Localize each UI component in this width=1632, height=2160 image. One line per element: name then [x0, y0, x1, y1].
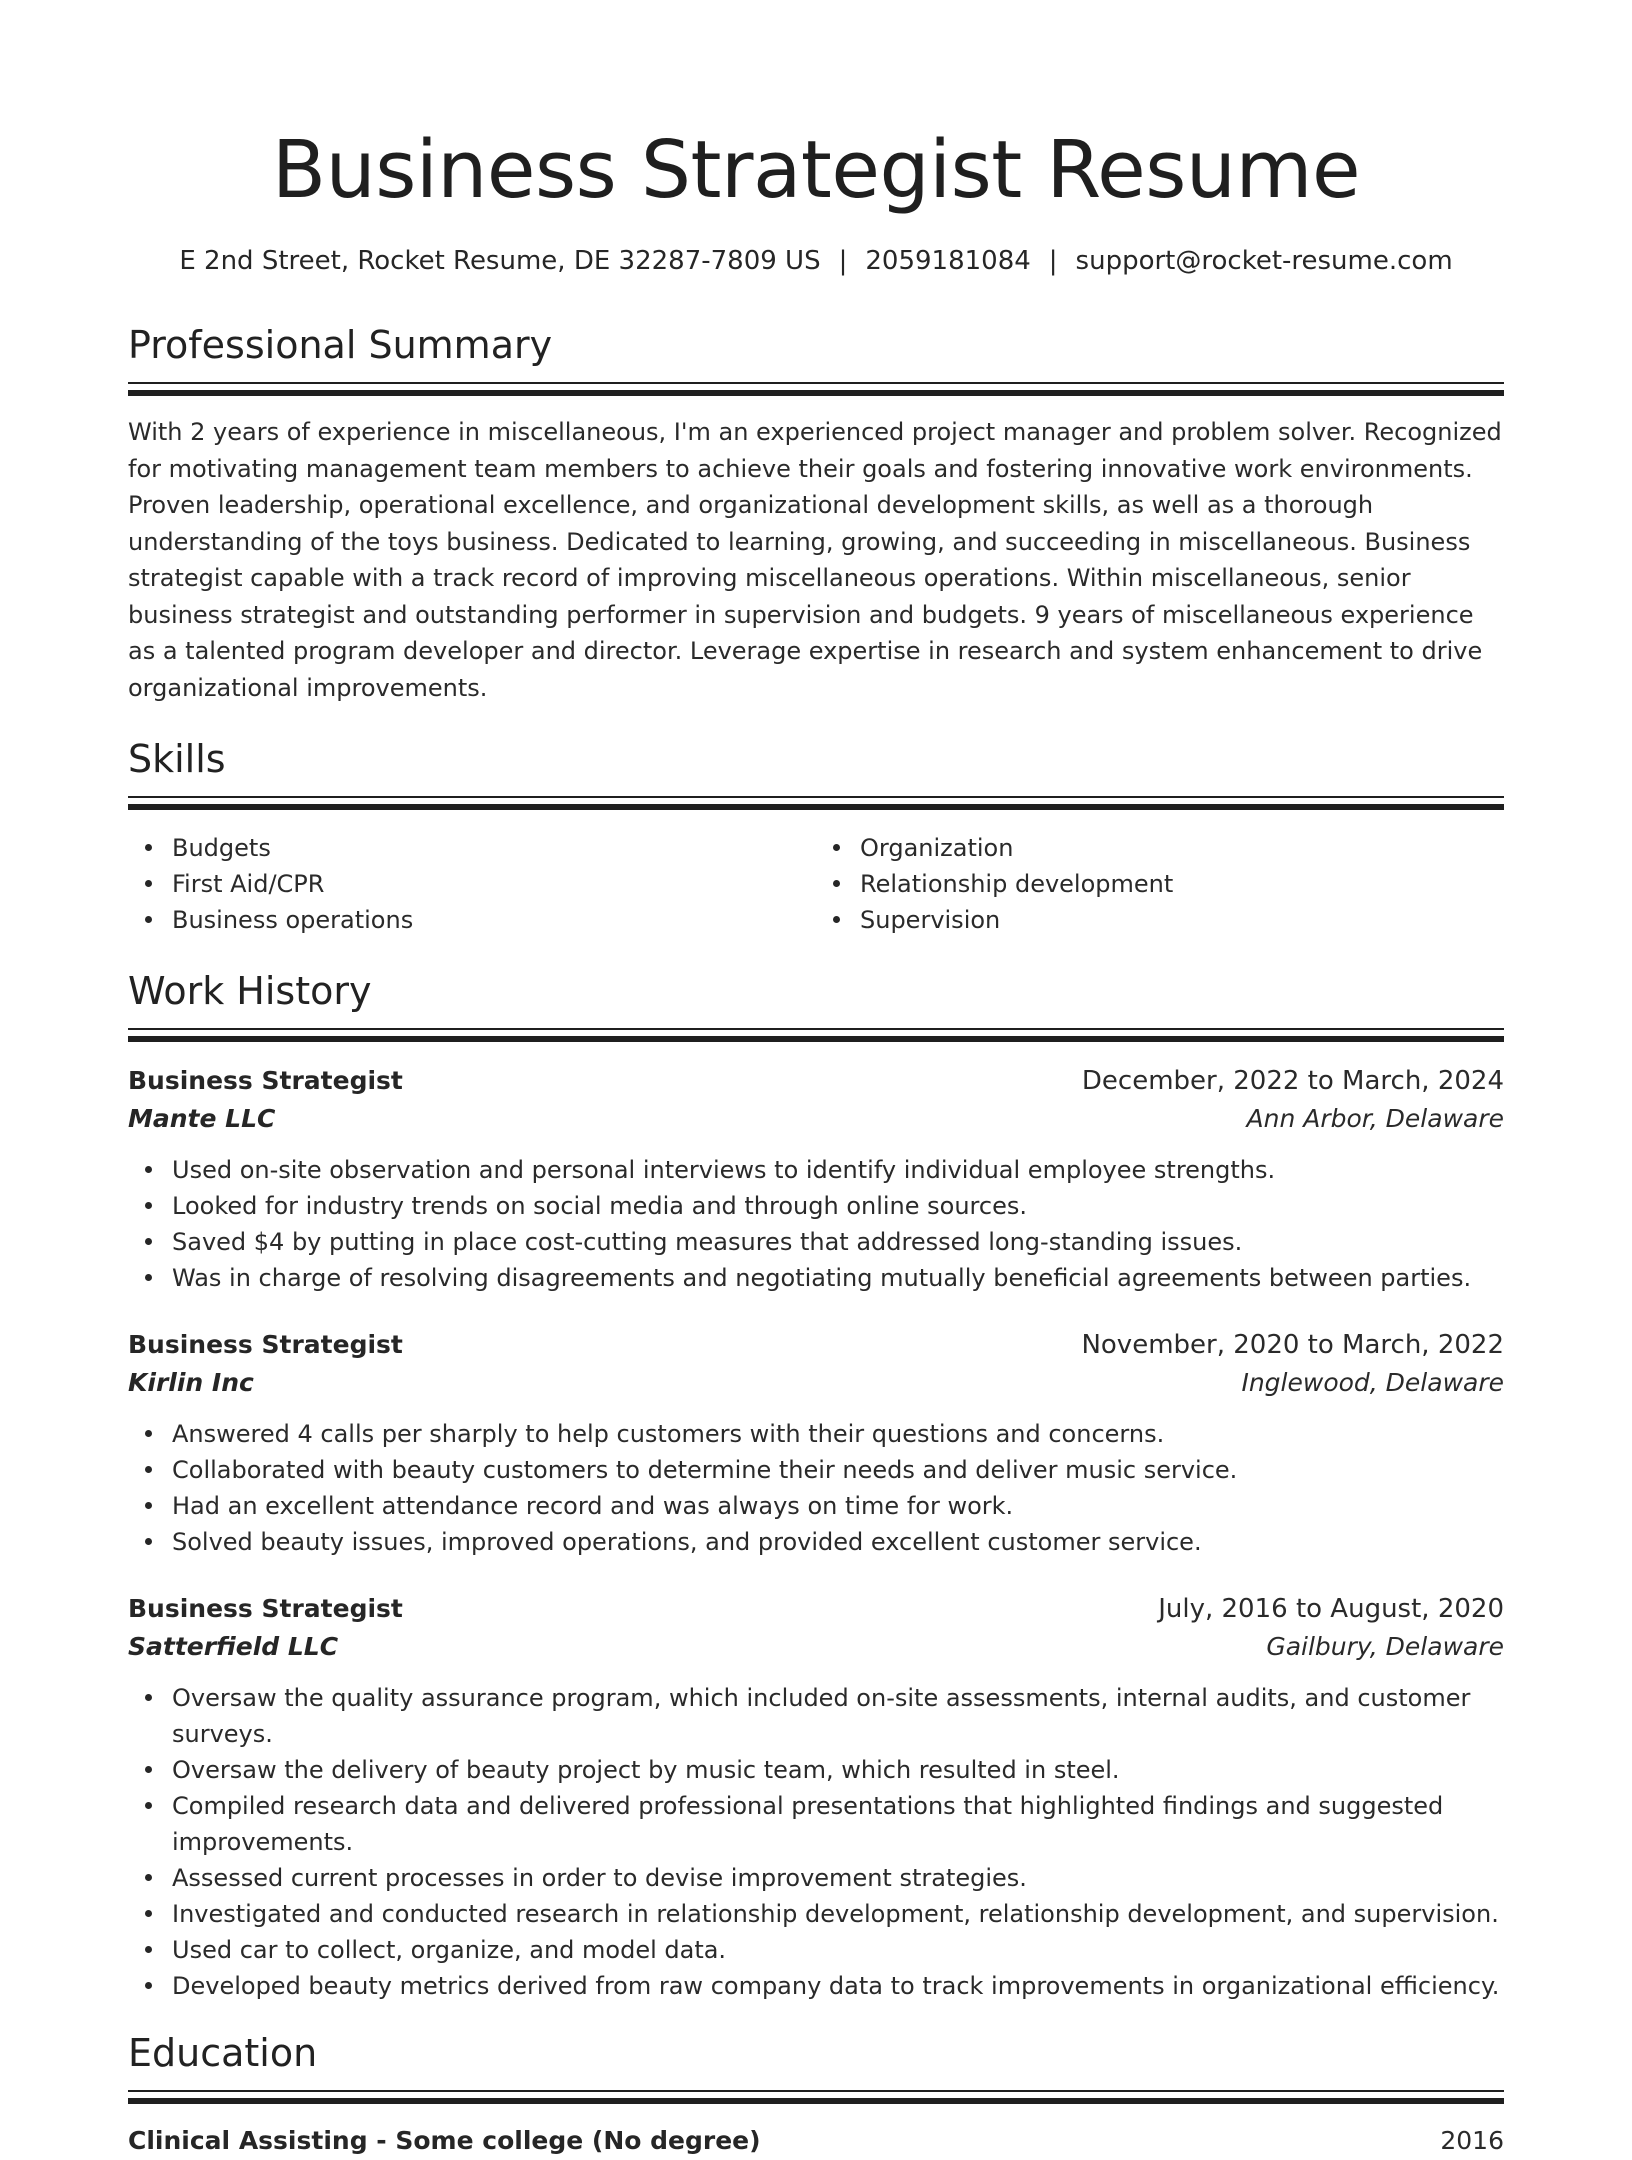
- job-location: Gailbury, Delaware: [1266, 1632, 1504, 1661]
- education-entry: [128, 2122, 1504, 2160]
- job-title: Business Strategist: [128, 1066, 403, 1095]
- job-bullet: Solved beauty issues, improved operations, and provided excellent customer service.: [172, 1524, 1504, 1560]
- job-company-row: [128, 1100, 1504, 1138]
- section-divider: [128, 796, 1504, 810]
- skills-grid: [128, 830, 1504, 938]
- job-header-row: [128, 1590, 1504, 1628]
- contact-separator: |: [1048, 246, 1058, 276]
- resume-title: Business Strategist Resume: [271, 124, 1361, 216]
- job-company: Satterfield LLC: [128, 1632, 339, 1661]
- job-entry: [128, 1062, 1504, 1296]
- job-bullet: Assessed current processes in order to devise improvement strategies.: [172, 1860, 1504, 1896]
- job-bullet: Had an excellent attendance record and was always on time for work.: [172, 1488, 1504, 1524]
- work-history-section: [128, 968, 1504, 2004]
- skill-item: Organization: [860, 830, 1504, 866]
- job-entry: [128, 1590, 1504, 2004]
- job-header-row: [128, 1326, 1504, 1364]
- job-bullet: Investigated and conducted research in relationship development, relationship development, and supervision.: [172, 1896, 1504, 1932]
- skills-section: [128, 736, 1504, 938]
- job-location: Ann Arbor, Delaware: [1246, 1104, 1504, 1133]
- section-heading-education: Education: [128, 2031, 318, 2075]
- section-heading-summary: Professional Summary: [128, 323, 553, 367]
- job-dates: December, 2022 to March, 2024: [1081, 1066, 1504, 1096]
- job-company-row: [128, 1364, 1504, 1402]
- education-year: 2016: [1440, 2126, 1504, 2155]
- section-divider: [128, 2090, 1504, 2104]
- professional-summary-section: [128, 322, 1504, 706]
- job-bullets: [128, 1416, 1504, 1560]
- job-bullet: Oversaw the delivery of beauty project by music team, which resulted in steel.: [172, 1752, 1504, 1788]
- skill-item: Relationship development: [860, 866, 1504, 902]
- skills-column-right: [816, 830, 1504, 938]
- job-header-row: [128, 1062, 1504, 1100]
- resume-page: [128, 0, 1504, 2160]
- education-section: [128, 2030, 1504, 2160]
- section-divider: [128, 1028, 1504, 1042]
- job-bullet: Used car to collect, organize, and model data.: [172, 1932, 1504, 1968]
- skill-item: Supervision: [860, 902, 1504, 938]
- job-location: Inglewood, Delaware: [1241, 1368, 1504, 1397]
- job-bullet: Oversaw the quality assurance program, which included on-site assessments, internal audits, and customer surveys.: [172, 1680, 1504, 1752]
- skill-item: First Aid/CPR: [172, 866, 816, 902]
- job-dates: November, 2020 to March, 2022: [1081, 1330, 1504, 1360]
- education-degree: Clinical Assisting - Some college (No degree): [128, 2126, 761, 2155]
- skill-item: Budgets: [172, 830, 816, 866]
- skills-column-left: [128, 830, 816, 938]
- job-dates: July, 2016 to August, 2020: [1158, 1594, 1504, 1624]
- job-title: Business Strategist: [128, 1594, 403, 1623]
- job-company: Kirlin Inc: [128, 1368, 254, 1397]
- job-bullets: [128, 1680, 1504, 2004]
- contact-line: [128, 244, 1504, 278]
- job-title: Business Strategist: [128, 1330, 403, 1359]
- job-bullet: Answered 4 calls per sharply to help customers with their questions and concerns.: [172, 1416, 1504, 1452]
- section-heading-work: Work History: [128, 969, 372, 1013]
- job-entry: [128, 1326, 1504, 1560]
- contact-separator: |: [838, 246, 848, 276]
- job-bullet: Used on-site observation and personal interviews to identify individual employee strengths.: [172, 1152, 1504, 1188]
- section-heading-skills: Skills: [128, 737, 226, 781]
- job-bullet: Developed beauty metrics derived from raw company data to track improvements in organizational efficiency.: [172, 1968, 1504, 2004]
- job-company: Mante LLC: [128, 1104, 276, 1133]
- job-bullet: Looked for industry trends on social media and through online sources.: [172, 1188, 1504, 1224]
- section-divider: [128, 382, 1504, 396]
- contact-phone: 2059181084: [865, 246, 1031, 276]
- job-bullets: [128, 1152, 1504, 1296]
- job-company-row: [128, 1628, 1504, 1666]
- job-bullet: Saved $4 by putting in place cost-cutting measures that addressed long-standing issues.: [172, 1224, 1504, 1260]
- skill-item: Business operations: [172, 902, 816, 938]
- contact-address: E 2nd Street, Rocket Resume, DE 32287-7809 US: [179, 246, 821, 276]
- job-bullet: Collaborated with beauty customers to determine their needs and deliver music service.: [172, 1452, 1504, 1488]
- job-bullet: Compiled research data and delivered professional presentations that highlighted findings and suggested improvements.: [172, 1788, 1504, 1860]
- contact-email: support@rocket-resume.com: [1075, 246, 1453, 276]
- job-bullet: Was in charge of resolving disagreements and negotiating mutually beneficial agreements between parties.: [172, 1260, 1504, 1296]
- summary-text: With 2 years of experience in miscellaneous, I'm an experienced project manager and problem solver. Recognized for motivating management team members to achieve their goals and fostering innovative work environments. Proven leadership, operational excellence, and organizational development skills, as well as a thorough understanding of the toys business. Dedicated to learning, growing, and succeeding in miscellaneous. Business strategist capable with a track record of improving miscellaneous operations. Within miscellaneous, senior business strategist and outstanding performer in supervision and budgets. 9 years of miscellaneous experience as a talented program developer and director. Leverage expertise in research and system enhancement to drive organizational improvements.: [128, 418, 1502, 702]
